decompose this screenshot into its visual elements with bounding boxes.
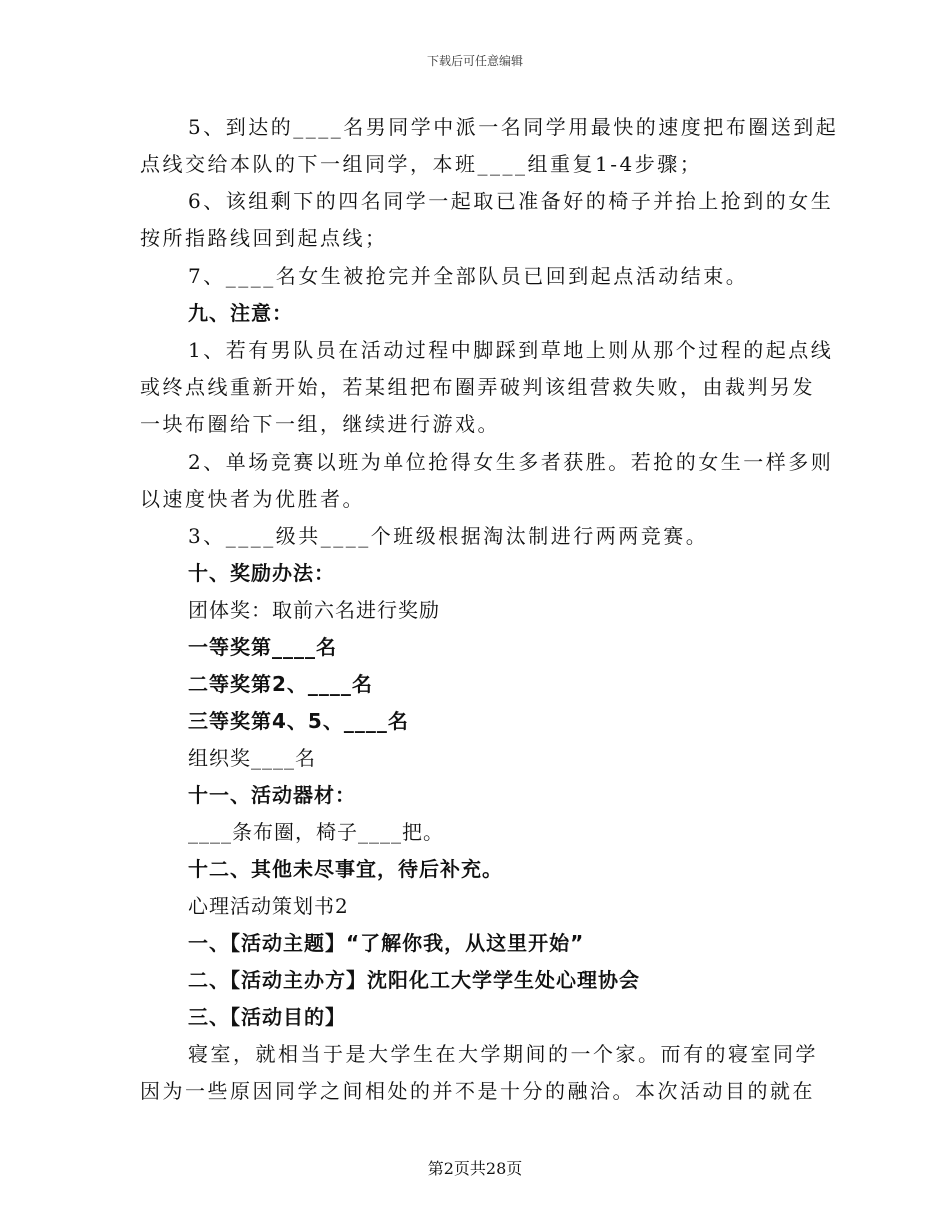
award-line: 一等奖第____名 [188, 635, 337, 659]
award-line: 二等奖第2、____名 [188, 672, 373, 696]
paragraph-line: ____条布圈，椅子____把。 [188, 820, 444, 844]
document-title: 心理活动策划书2 [188, 894, 349, 918]
section-heading: 二、【活动主办方】沈阳化工大学学生处心理协会 [188, 968, 640, 992]
paragraph-line: 一块布圈给下一组，继续进行游戏。 [140, 412, 500, 436]
paragraph-line: 7、____名女生被抢完并全部队员已回到起点活动结束。 [188, 264, 749, 288]
section-heading: 三、【活动目的】 [188, 1005, 346, 1029]
section-heading: 十一、活动器材： [188, 783, 356, 807]
paragraph-line: 以速度快者为优胜者。 [140, 487, 365, 511]
page-header: 下载后可任意编辑 [426, 54, 523, 68]
paragraph-line: 因为一些原因同学之间相处的并不是十分的融洽。本次活动目的就在 [140, 1079, 815, 1103]
section-heading: 九、注意： [188, 301, 293, 325]
paragraph-line: 按所指路线回到起点线； [140, 226, 388, 250]
paragraph-line: 点线交给本队的下一组同学，本班____组重复1-4步骤； [140, 152, 703, 176]
section-heading: 十二、其他未尽事宜，待后补充。 [188, 857, 503, 881]
section-heading: 一、【活动主题】“了解你我，从这里开始” [188, 931, 585, 955]
paragraph-line: 团体奖：取前六名进行奖励 [188, 598, 440, 622]
paragraph-line: 组织奖____名 [188, 746, 316, 770]
paragraph-line: 或终点线重新开始，若某组把布圈弄破判该组营救失败，由裁判另发 [140, 375, 815, 399]
paragraph-line: 寝室，就相当于是大学生在大学期间的一个家。而有的寝室同学 [188, 1042, 818, 1066]
paragraph-line: 6、该组剩下的四名同学一起取已准备好的椅子并抬上抢到的女生 [188, 189, 834, 213]
award-line: 三等奖第4、5、____名 [188, 709, 409, 733]
section-heading: 十、奖励办法： [188, 561, 335, 585]
paragraph-line: 1、若有男队员在活动过程中脚踩到草地上则从那个过程的起点线 [188, 338, 834, 362]
paragraph-line: 2、单场竞赛以班为单位抢得女生多者获胜。若抢的女生一样多则 [188, 450, 834, 474]
paragraph-line: 5、到达的____名男同学中派一名同学用最快的速度把布圈送到起 [188, 115, 839, 139]
paragraph-line: 3、____级共____个班级根据淘汰制进行两两竞赛。 [188, 524, 709, 548]
page-footer: 第2页共28页 [427, 1159, 523, 1178]
